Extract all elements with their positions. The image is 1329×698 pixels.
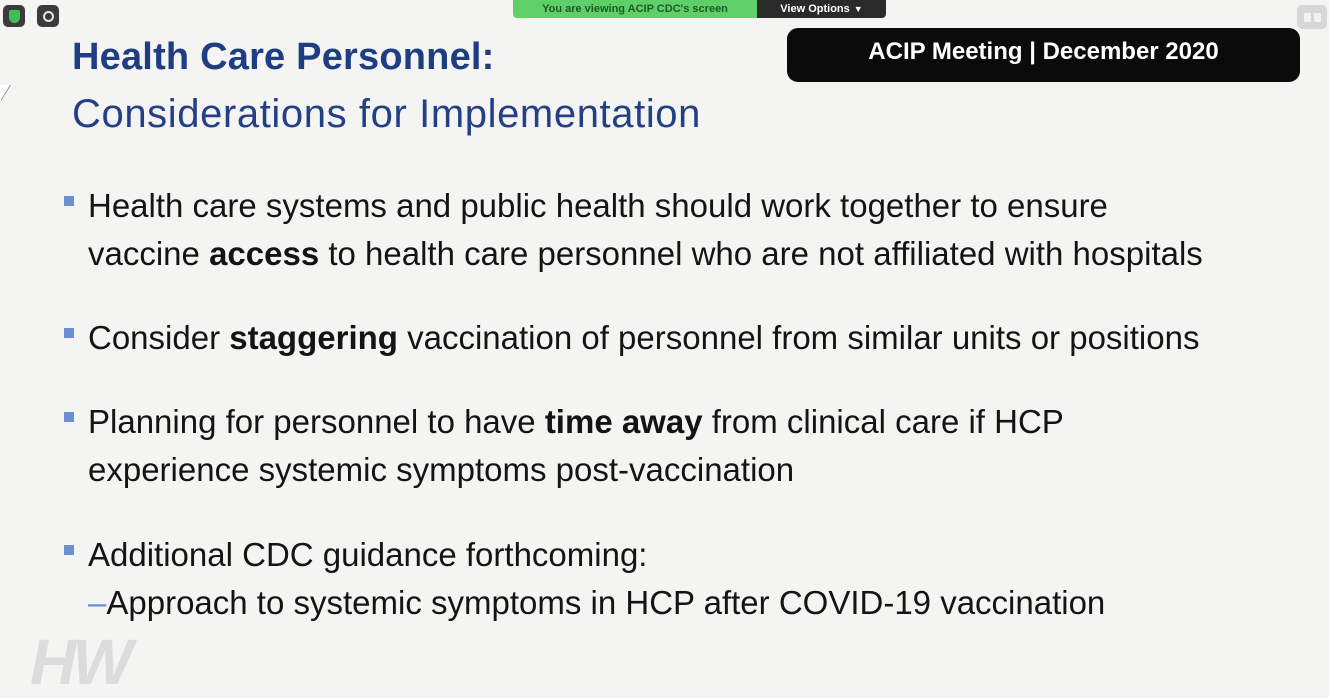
record-icon[interactable] — [37, 5, 59, 27]
bullet-item — [60, 531, 1105, 627]
bullet-line: experience systemic symptoms post-vaccination — [88, 451, 795, 488]
shield-shape — [9, 10, 20, 23]
mouse-cursor-icon — [0, 85, 10, 101]
bullet-item — [60, 398, 1064, 494]
slide-subtitle: Considerations for Implementation — [72, 92, 701, 136]
bullet-line: Health care systems and public health should work together to ensure — [88, 187, 1108, 224]
screen-share-bar — [513, 0, 886, 18]
sub-bullet-text: Approach to systemic symptoms in HCP after COVID-19 vaccination — [106, 584, 1106, 621]
sub-bullet-dash: – — [88, 584, 107, 621]
viewing-notice: You are viewing ACIP CDC's screen — [513, 0, 757, 18]
meeting-badge: ACIP Meeting | December 2020 — [787, 28, 1300, 82]
bullet-line: Consider staggering vaccination of personnel from similar units or positions — [88, 319, 1200, 356]
watermark-logo: HW — [30, 626, 129, 698]
bullet-marker — [64, 196, 74, 206]
sub-bullet-item — [60, 579, 1105, 627]
bullet-line: vaccine access to health care personnel who are not affiliated with hospitals — [88, 235, 1203, 272]
bullet-marker — [64, 545, 74, 555]
slide-title: Health Care Personnel: — [72, 36, 495, 78]
window-control-icon[interactable] — [1297, 5, 1327, 29]
record-shape — [43, 11, 54, 22]
bullet-item — [60, 314, 1199, 362]
bullet-marker — [64, 328, 74, 338]
bullet-line: Additional CDC guidance forthcoming: — [88, 536, 648, 573]
bullet-line: Planning for personnel to have time away from clinical care if HCP — [88, 403, 1064, 440]
chevron-down-icon: ▼ — [853, 4, 863, 14]
view-options-button[interactable] — [757, 0, 886, 18]
view-options-label: View Options — [780, 3, 850, 15]
bullet-marker — [64, 412, 74, 422]
bullet-item — [60, 182, 1203, 278]
shield-icon[interactable] — [3, 5, 25, 27]
